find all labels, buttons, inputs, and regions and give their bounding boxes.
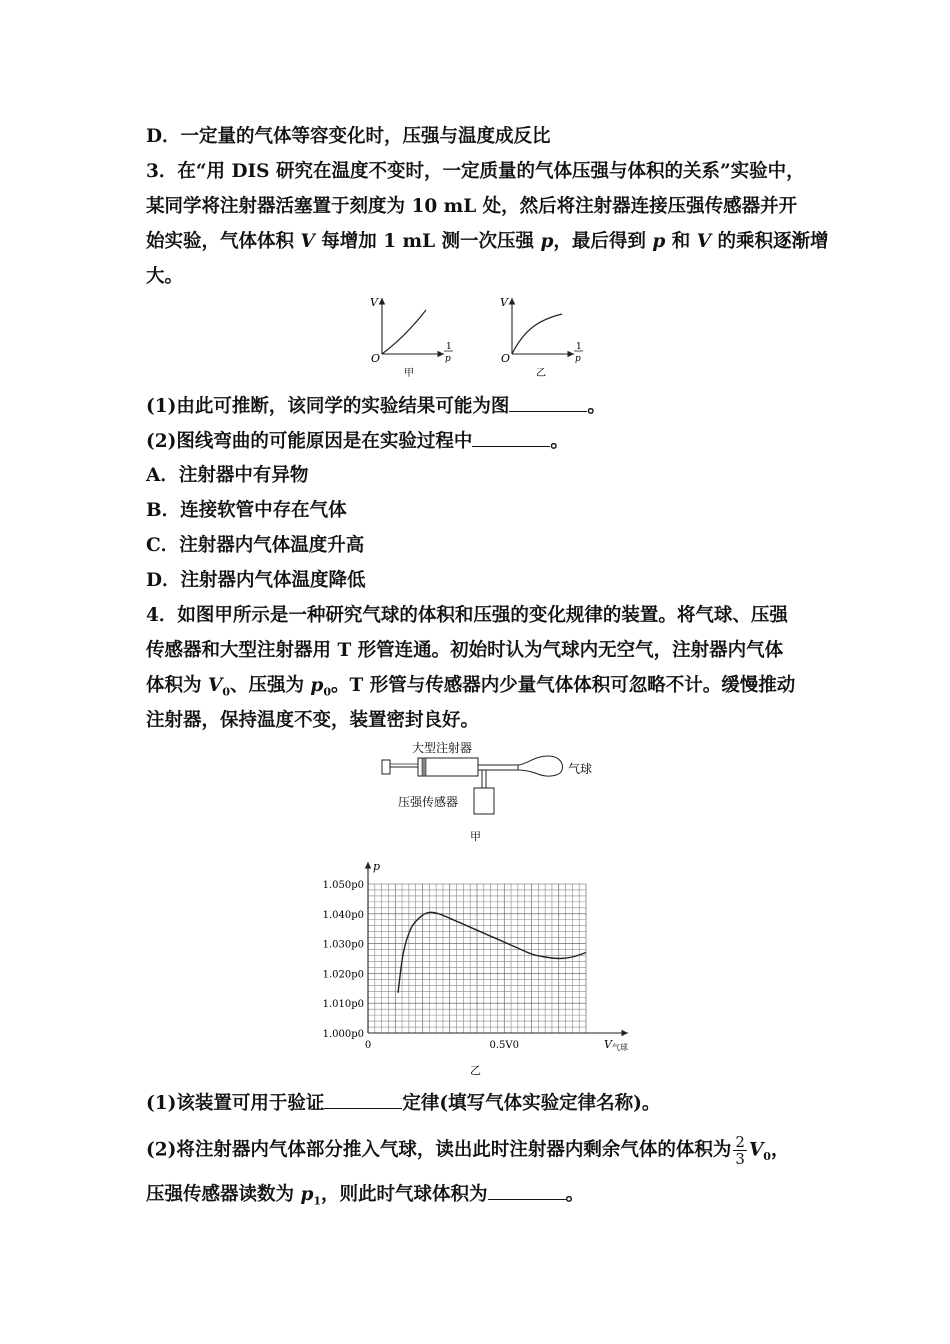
question-3-sub-2: (2)图线弯曲的可能原因是在实验过程中 。 <box>146 428 826 455</box>
apparatus-caption: 甲 <box>470 830 481 843</box>
question-4-line-2: 传感器和大型注射器用 T 形管连通。初始时认为气球内无空气，注射器内气体 <box>146 640 784 661</box>
y-tick-label: 1.000p0 <box>322 1029 364 1040</box>
y-axis-label: p <box>373 860 381 873</box>
x-tick-labels <box>365 1040 519 1051</box>
origin-label-2: O <box>501 352 511 365</box>
option-c: C．注射器内气体温度升高 <box>146 535 365 556</box>
x-tick-label: 0 <box>364 1040 372 1051</box>
pressure-volume-chart <box>316 852 646 1080</box>
y-tick-label: 1.040p0 <box>322 909 364 921</box>
axis-x-num: 1 <box>446 342 452 352</box>
answer-blank[interactable] <box>488 1181 566 1200</box>
answer-blank[interactable] <box>324 1090 402 1109</box>
chart-caption: 乙 <box>470 1064 481 1077</box>
y-tick-label: 1.020p0 <box>322 969 364 981</box>
question-4-line-3: 体积为 $V_0$、压强为 $p_0$。T 形管与传感器内少量气体体积可忽略不计。缓慢推动 <box>146 675 796 699</box>
question-3-line-3: 始实验，气体体积 V 每增加 1 mL 测一次压强 p，最后得到 p 和 V 的乘积逐渐增 <box>146 231 829 252</box>
sensor-box <box>474 788 494 814</box>
question-3-sub-1: (1)由此可推断，该同学的实验结果可能为图 。 <box>146 393 826 420</box>
y-tick-label: 1.050p0 <box>322 880 364 891</box>
option-d-previous: D．一定量的气体等容变化时，压强与温度成反比 <box>146 126 551 147</box>
axis-x-num-2: 1 <box>576 342 582 352</box>
question-4-sub-3: 压强传感器读数为 $p_1$，则此时气球体积为 。 <box>146 1181 826 1215</box>
graph-jia <box>370 296 453 379</box>
axis-v-label: V <box>370 296 378 309</box>
caption-yi: 乙 <box>536 368 546 379</box>
x-axis-label: V气球 <box>604 1038 628 1052</box>
curve-jia <box>382 310 426 354</box>
axis-x-den-2: p <box>575 354 581 364</box>
series-line <box>398 912 586 993</box>
sensor-label: 压强传感器 <box>398 795 459 809</box>
axis-x-den: p <box>445 354 451 364</box>
origin-label: O <box>371 352 381 365</box>
graph-yi <box>500 296 583 379</box>
option-b: B．连接软管中存在气体 <box>146 500 347 521</box>
question-3-line-2: 某同学将注射器活塞置于刻度为 10 mL 处，然后将注射器连接压强传感器并开 <box>146 196 798 217</box>
syringe-label: 大型注射器 <box>412 741 473 755</box>
syringe <box>382 758 478 776</box>
axis-v-label-2: V <box>500 296 508 309</box>
question-4-sub-2: (2)将注射器内气体部分推入气球，读出此时注射器内剩余气体的体积为 $\frac{2}{3}$ $V_0$， <box>146 1133 790 1168</box>
x-tick-label: 0.5V0 <box>489 1040 519 1051</box>
answer-blank[interactable] <box>472 428 550 447</box>
curve-yi <box>512 314 562 354</box>
answer-blank[interactable] <box>509 393 587 412</box>
question-4-line-1: 4．如图甲所示是一种研究气球的体积和压强的变化规律的装置。将气球、压强 <box>146 605 788 626</box>
apparatus-diagram <box>378 736 593 846</box>
balloon-shape <box>518 756 562 776</box>
fraction-two-thirds: $\frac{2}{3}$ <box>735 1133 745 1168</box>
y-tick-labels <box>323 880 364 1040</box>
option-a: A．注射器中有异物 <box>146 465 309 486</box>
question-4-line-4: 注射器，保持温度不变，装置密封良好。 <box>146 710 480 731</box>
question-4-sub-1: (1)该装置可用于验证 定律(填写气体实验定律名称)。 <box>146 1090 826 1117</box>
t-tube <box>478 765 518 788</box>
caption-jia: 甲 <box>404 368 414 379</box>
y-tick-label: 1.010p0 <box>322 999 364 1011</box>
v-inverse-p-graphs <box>360 290 600 382</box>
question-3-line-4: 大。 <box>146 266 184 287</box>
option-d: D．注射器内气体温度降低 <box>146 570 366 591</box>
question-3-line-1: 3．在“用 DIS 研究在温度不变时，一定质量的气体压强与体积的关系”实验中， <box>146 161 805 182</box>
y-tick-label: 1.030p0 <box>322 939 364 951</box>
balloon-label: 气球 <box>568 762 593 776</box>
